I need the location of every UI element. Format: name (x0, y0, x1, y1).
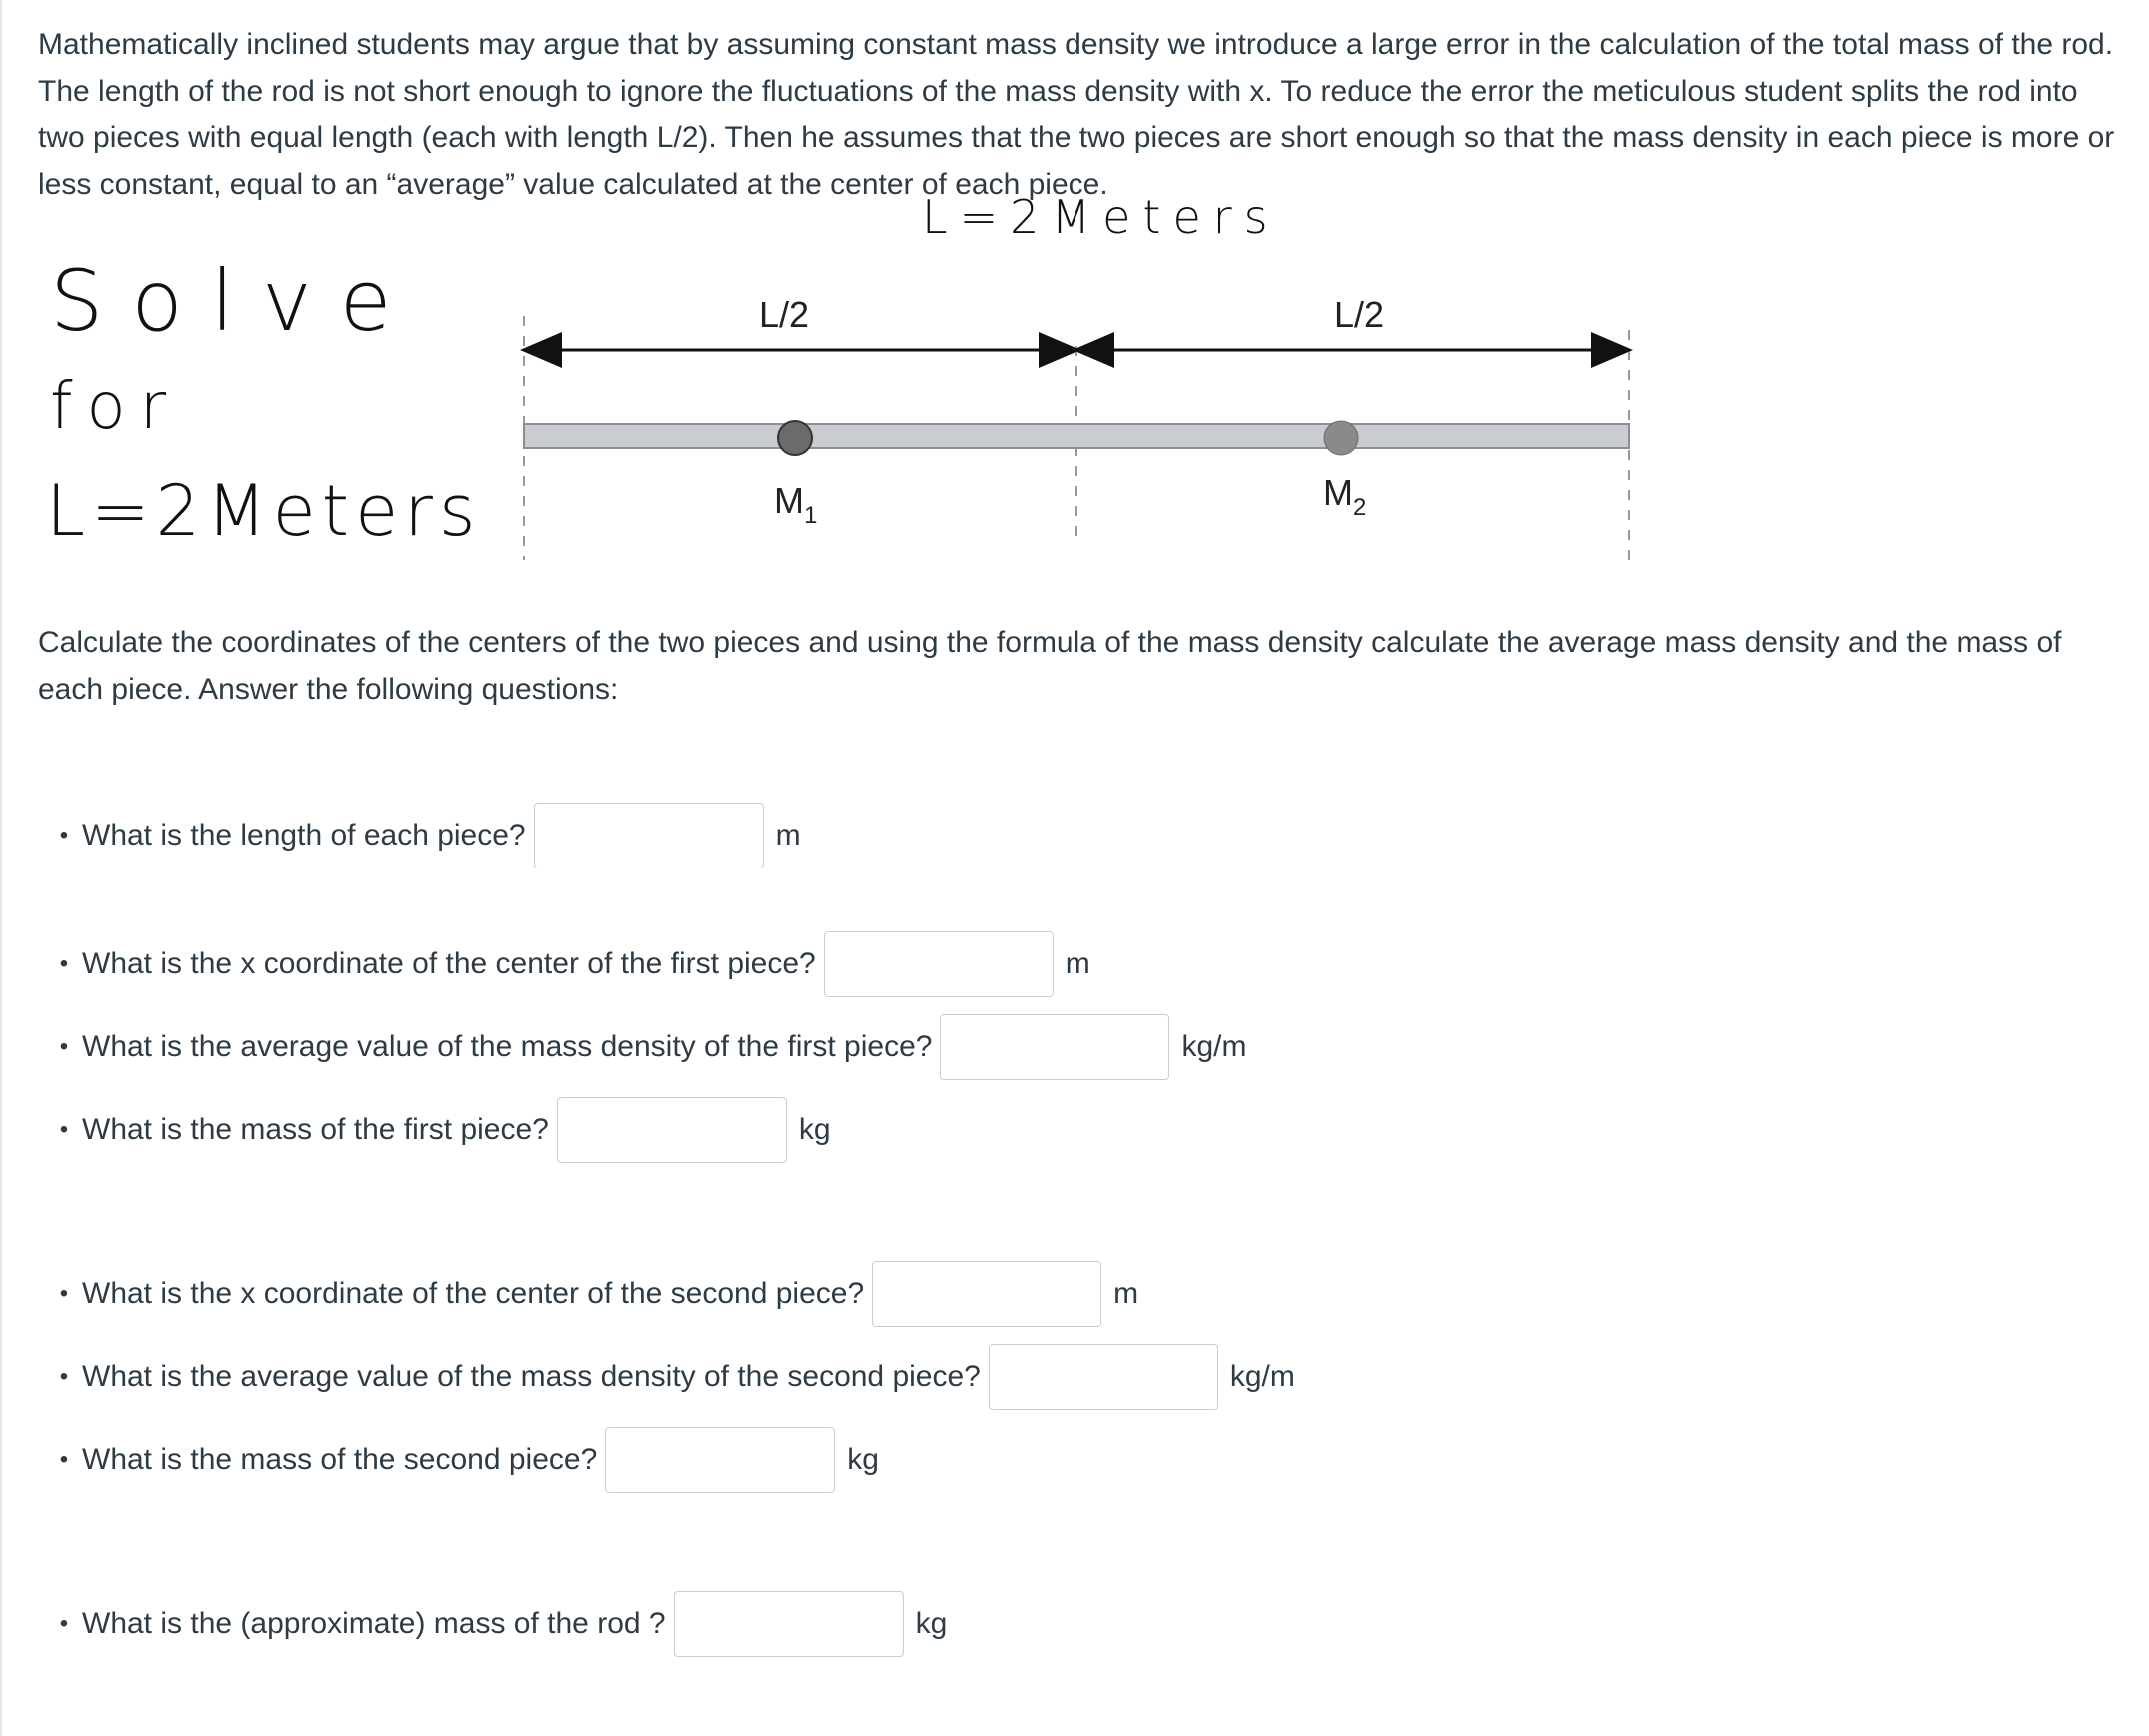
question-text: What is the mass of the first piece? (82, 1113, 549, 1146)
handwritten-top-note: L=2Meters (922, 190, 1280, 244)
answer-length-input[interactable] (534, 803, 764, 868)
question-text: What is the length of each piece? (82, 819, 526, 852)
rod-diagram (512, 280, 1671, 580)
rod (524, 424, 1629, 448)
right-half-label: L/2 (1333, 294, 1385, 335)
bullet: • (59, 1610, 69, 1637)
left-half-label: L/2 (758, 294, 810, 335)
question-text: What is the mass of the second piece? (82, 1443, 598, 1476)
question-x1 (38, 931, 1090, 997)
answer-mass2-input[interactable] (605, 1427, 835, 1493)
unit-label: m (775, 819, 801, 852)
question-rod-mass (38, 1591, 947, 1657)
mass2-dot (1324, 421, 1358, 455)
question-text: What is the (approximate) mass of the rod ? (82, 1607, 666, 1640)
question-x2 (38, 1261, 1138, 1327)
question-text: What is the average value of the mass density of the second piece? (82, 1360, 981, 1393)
handwritten-solve: Solve (50, 252, 420, 350)
answer-x1-input[interactable] (824, 931, 1054, 997)
intro-paragraph: Mathematically inclined students may argue that by assuming constant mass density we introduce a large error in the calculation of the total mass of the rod. The length of the rod is not short enough to ignore the fluctuations of the mass density with x. To reduce the error the meticulous student splits the rod into two pieces with equal length (each with length L/2). Then he assumes that the two pieces are short enough so that the mass density in each piece is more or less constant, equal to an “average” value calculated at the center of each piece. (38, 28, 2115, 201)
question-density2 (38, 1344, 1295, 1410)
mass1-label: $M_1$ (774, 480, 818, 529)
unit-label: kg (798, 1113, 831, 1146)
mass1-dot (778, 421, 812, 455)
unit-label: kg (915, 1607, 948, 1640)
unit-label: m (1065, 947, 1090, 980)
bullet: • (59, 950, 69, 977)
unit-label: m (1113, 1277, 1139, 1310)
unit-label: kg (847, 1443, 879, 1476)
answer-density2-input[interactable] (989, 1344, 1218, 1410)
question-text: What is the x coordinate of the center of the first piece? (82, 947, 816, 980)
bullet: • (59, 1446, 69, 1473)
bullet: • (59, 1033, 69, 1060)
answer-x2-input[interactable] (872, 1261, 1101, 1327)
answer-density1-input[interactable] (940, 1014, 1169, 1080)
question-mass2 (38, 1427, 879, 1493)
unit-label: kg/m (1229, 1360, 1295, 1393)
bullet: • (59, 1363, 69, 1390)
question-mass1 (38, 1097, 831, 1163)
answer-mass1-input[interactable] (557, 1097, 787, 1163)
mass2-label: $M_2$ (1323, 472, 1367, 521)
question-text: What is the x coordinate of the center of the second piece? (82, 1277, 865, 1310)
question-density1 (38, 1014, 1246, 1080)
bullet: • (59, 822, 69, 849)
handwritten-length-note: L=2Meters (46, 470, 482, 552)
question-text: What is the average value of the mass density of the first piece? (82, 1030, 933, 1063)
bullet: • (59, 1280, 69, 1307)
instruction-paragraph: Calculate the coordinates of the centers of the two pieces and using the formula of the mass density calculate the average mass density and the mass of each piece. Answer the following questions: (38, 626, 2062, 706)
bullet: • (59, 1116, 69, 1143)
question-length (38, 803, 801, 868)
handwritten-for: for (50, 370, 180, 444)
answer-rod-mass-input[interactable] (674, 1591, 904, 1657)
unit-label: kg/m (1181, 1030, 1247, 1063)
